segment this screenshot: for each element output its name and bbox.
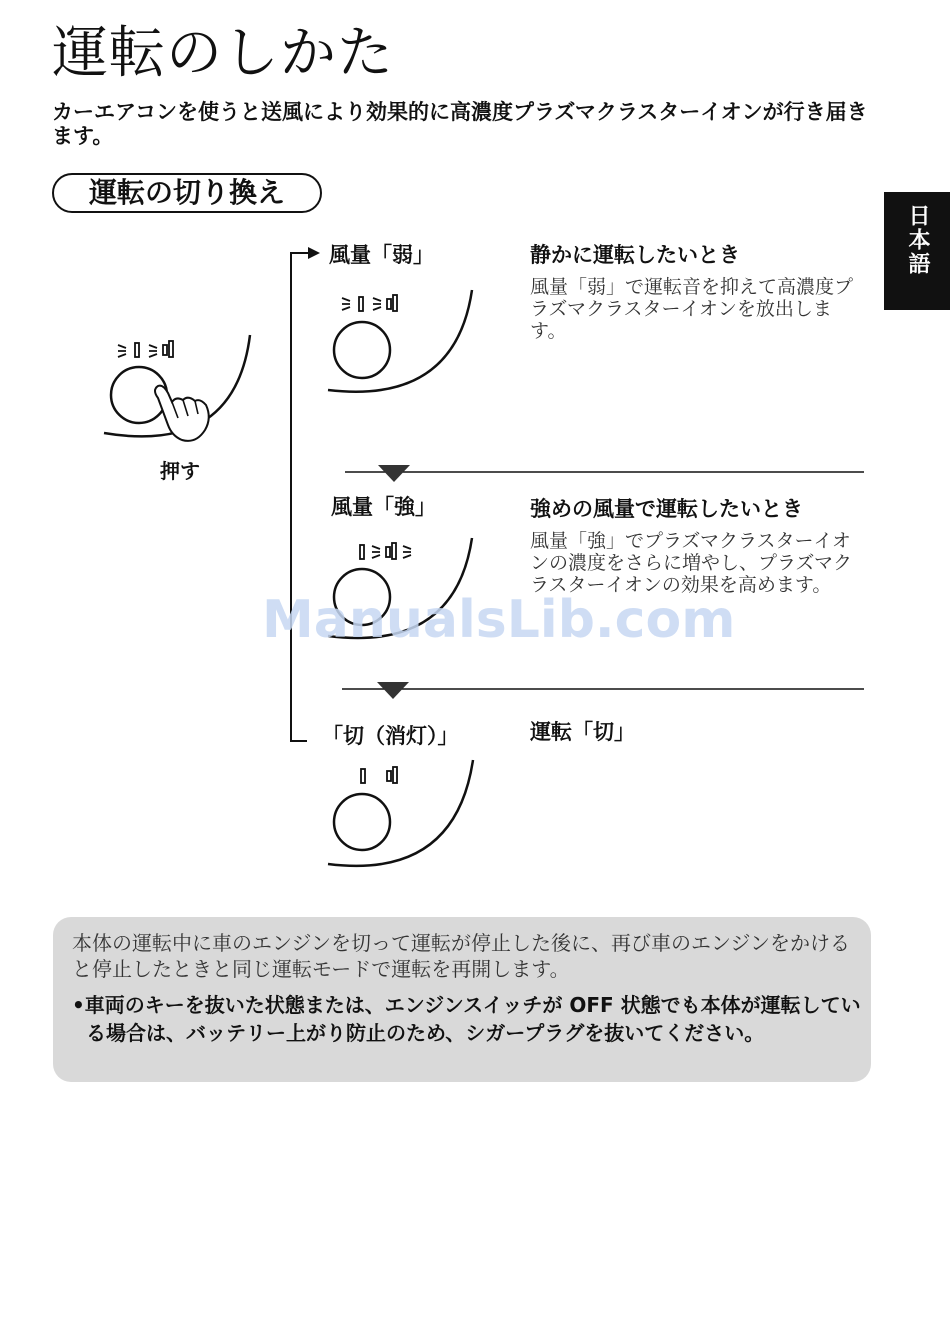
watermark: ManualsLib.com: [262, 590, 736, 650]
language-tab-label: 日本語: [905, 204, 930, 276]
device-panel: [104, 335, 250, 441]
note-bullet: •車両のキーを抜いた状態または、エンジンスイッチが OFF 状態でも本体が運転している場合は、バッテリー上がり防止のため、シガープラグを抜いてください。: [72, 993, 861, 1045]
fan-high-indicator-icon: [360, 543, 411, 559]
mode-heading-low: 静かに運転したいとき: [530, 243, 740, 267]
intro-text: カーエアコンを使うと送風により効果的に高濃度プラズマクラスターイオンが行き届きます。: [52, 100, 868, 148]
mode-heading-high: 強めの風量で運転したいとき: [530, 497, 803, 521]
fan-low-panel: [328, 290, 472, 392]
indicator-lamps-icon: [118, 341, 173, 357]
mode-label-high: 風量「強」: [331, 495, 436, 519]
note-box: [53, 917, 871, 1082]
arrow-down-icon: [377, 682, 409, 699]
off-indicator-icon: [361, 767, 397, 783]
mode-heading-off: 運転「切」: [530, 720, 635, 744]
arrow-right-icon: [308, 247, 320, 259]
mode-cycle-bracket: [291, 253, 308, 741]
mode-description-high: 風量「強」でプラズマクラスターイオンの濃度をさらに増やし、プラズマクラスターイオンの効果を高めます。: [530, 530, 853, 596]
note-text: 本体の運転中に車のエンジンを切って運転が停止した後に、再び車のエンジンをかけると停止したときと同じ運転モードで運転を再開します。: [72, 931, 850, 981]
press-label: 押す: [160, 459, 200, 483]
page-title: 運転のしかた: [52, 21, 394, 86]
mode-label-low: 風量「弱」: [329, 243, 434, 267]
section-heading: 運転の切り換え: [52, 173, 322, 213]
mode-description-low: 風量「弱」で運転音を抑えて高濃度プラズマクラスターイオンを放出します。: [530, 276, 854, 342]
mode-label-off: 「切（消灯）」: [322, 724, 459, 748]
hand-pointer-icon: [155, 386, 209, 441]
fan-low-indicator-icon: [342, 295, 397, 311]
arrow-down-icon: [378, 465, 410, 482]
off-panel: [328, 760, 473, 866]
